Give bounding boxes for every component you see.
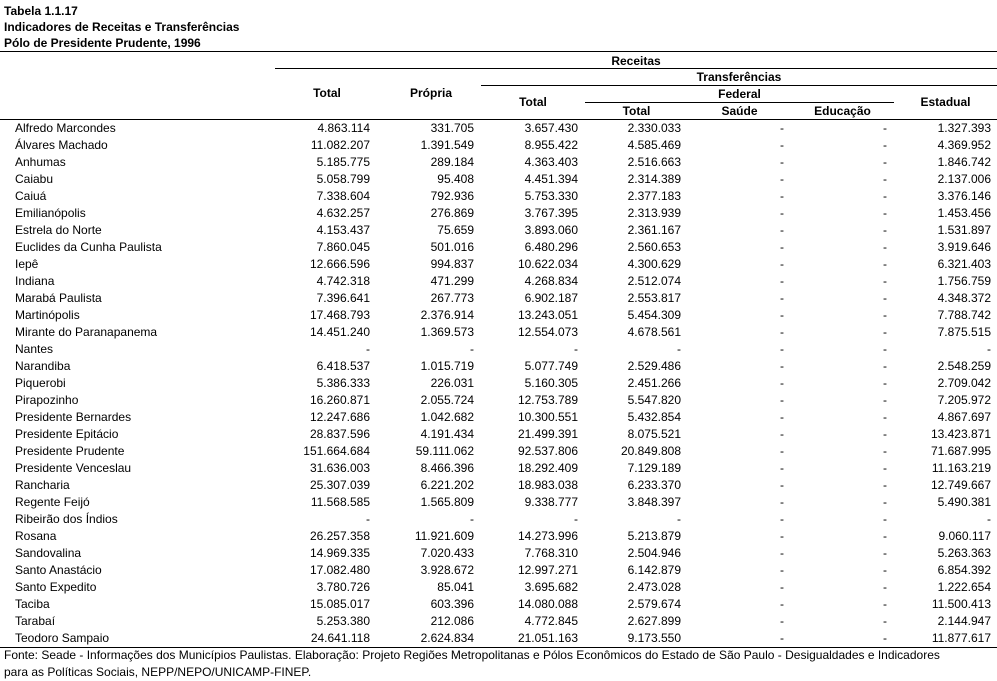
cell-educacao: - <box>883 342 887 356</box>
cell-transferencias-total: 3.767.395 <box>524 206 578 220</box>
cell-estadual: 1.453.456 <box>937 206 991 220</box>
cell-transferencias-total: 12.753.789 <box>517 393 578 407</box>
cell-federal-total: 2.553.817 <box>627 291 681 305</box>
cell-estadual: 2.709.042 <box>937 376 991 390</box>
table-title: Indicadores de Receitas e Transferências <box>4 20 240 34</box>
header-transferencias-total: Total <box>519 95 547 109</box>
cell-transferencias-total: 9.338.777 <box>524 495 578 509</box>
cell-saude: - <box>780 427 784 441</box>
cell-propria: 95.408 <box>437 172 474 186</box>
municipality-name: Teodoro Sampaio <box>15 631 110 645</box>
cell-total: 11.568.585 <box>310 495 370 509</box>
cell-saude: - <box>780 393 784 407</box>
municipality-name: Tarabaí <box>15 614 56 628</box>
cell-educacao: - <box>883 223 887 237</box>
cell-saude: - <box>780 410 784 424</box>
cell-transferencias-total: 14.080.088 <box>517 597 578 611</box>
table-row <box>0 579 997 596</box>
table-row <box>0 494 997 511</box>
cell-transferencias-total: 18.983.038 <box>517 478 578 492</box>
cell-propria: 8.466.396 <box>420 461 474 475</box>
table-row <box>0 154 997 171</box>
cell-propria: 276.869 <box>430 206 474 220</box>
cell-total: - <box>366 512 370 526</box>
cell-propria: 4.191.434 <box>420 427 474 441</box>
table-row <box>0 222 997 239</box>
cell-propria: 1.042.682 <box>420 410 474 424</box>
cell-total: 11.082.207 <box>310 138 370 152</box>
cell-educacao: - <box>883 631 887 645</box>
table-row <box>0 545 997 562</box>
cell-federal-total: 4.678.561 <box>627 325 681 339</box>
cell-educacao: - <box>883 563 887 577</box>
table-subtitle: Pólo de Presidente Prudente, 1996 <box>4 36 201 50</box>
cell-transferencias-total: 4.268.834 <box>524 274 578 288</box>
cell-federal-total: - <box>677 342 681 356</box>
cell-propria: 501.016 <box>430 240 474 254</box>
cell-propria: 85.041 <box>437 580 474 594</box>
header-federal: Federal <box>718 87 761 101</box>
cell-educacao: - <box>883 393 887 407</box>
cell-propria: 75.659 <box>437 223 474 237</box>
cell-federal-total: 2.579.674 <box>627 597 681 611</box>
cell-total: 3.780.726 <box>316 580 370 594</box>
cell-federal-total: 2.516.663 <box>627 155 681 169</box>
cell-estadual: 6.854.392 <box>937 563 991 577</box>
cell-federal-total: 2.560.653 <box>627 240 681 254</box>
cell-transferencias-total: 21.051.163 <box>517 631 578 645</box>
table-row <box>0 188 997 205</box>
cell-educacao: - <box>883 359 887 373</box>
cell-total: 12.247.686 <box>309 410 370 424</box>
cell-estadual: 2.548.259 <box>937 359 991 373</box>
cell-transferencias-total: 3.893.060 <box>524 223 578 237</box>
header-estadual: Estadual <box>920 95 971 109</box>
cell-educacao: - <box>883 121 887 135</box>
cell-propria: 1.565.809 <box>420 495 474 509</box>
table-row <box>0 443 997 460</box>
cell-federal-total: 2.473.028 <box>627 580 681 594</box>
municipality-name: Sandovalina <box>15 546 82 560</box>
cell-educacao: - <box>883 478 887 492</box>
table-row <box>0 324 997 341</box>
municipality-name: Emilianópolis <box>15 206 86 220</box>
top-rule <box>0 51 997 52</box>
cell-total: 26.257.358 <box>309 529 370 543</box>
table-row <box>0 375 997 392</box>
municipality-name: Euclides da Cunha Paulista <box>15 240 162 254</box>
municipality-name: Ribeirão dos Índios <box>15 512 118 526</box>
municipality-name: Rancharia <box>15 478 70 492</box>
cell-educacao: - <box>883 308 887 322</box>
cell-educacao: - <box>883 206 887 220</box>
cell-transferencias-total: 12.554.073 <box>517 325 578 339</box>
cell-estadual: 11.877.617 <box>931 631 991 645</box>
table-row <box>0 511 997 528</box>
cell-educacao: - <box>883 614 887 628</box>
cell-transferencias-total: 5.077.749 <box>524 359 578 373</box>
cell-total: 31.636.003 <box>309 461 370 475</box>
cell-total: 5.058.799 <box>316 172 370 186</box>
federal-rule <box>585 102 894 103</box>
cell-estadual: 1.846.742 <box>937 155 991 169</box>
cell-estadual: 4.348.372 <box>937 291 991 305</box>
cell-propria: 603.396 <box>430 597 474 611</box>
cell-transferencias-total: 13.243.051 <box>517 308 578 322</box>
cell-federal-total: 2.313.939 <box>627 206 681 220</box>
cell-educacao: - <box>883 155 887 169</box>
cell-total: 24.641.118 <box>310 631 370 645</box>
cell-federal-total: 4.585.469 <box>627 138 681 152</box>
cell-propria: 471.299 <box>430 274 474 288</box>
cell-total: 17.082.480 <box>309 563 370 577</box>
cell-transferencias-total: 14.273.996 <box>517 529 578 543</box>
cell-federal-total: 2.330.033 <box>627 121 681 135</box>
cell-saude: - <box>780 291 784 305</box>
cell-educacao: - <box>883 529 887 543</box>
cell-propria: 59.111.062 <box>415 444 474 458</box>
cell-saude: - <box>780 172 784 186</box>
cell-transferencias-total: 6.480.296 <box>524 240 578 254</box>
cell-propria: 7.020.433 <box>420 546 474 560</box>
cell-federal-total: 2.529.486 <box>627 359 681 373</box>
cell-total: 4.863.114 <box>317 121 370 135</box>
cell-total: 14.451.240 <box>309 325 370 339</box>
table-row <box>0 460 997 477</box>
cell-educacao: - <box>883 189 887 203</box>
header-propria: Própria <box>409 86 452 100</box>
cell-total: 4.153.437 <box>316 223 370 237</box>
cell-estadual: 71.687.995 <box>930 444 991 458</box>
cell-total: 15.085.017 <box>309 597 370 611</box>
cell-transferencias-total: 6.902.187 <box>524 291 578 305</box>
cell-saude: - <box>780 257 784 271</box>
cell-total: 151.664.684 <box>303 444 370 458</box>
cell-saude: - <box>780 376 784 390</box>
municipality-name: Caiuá <box>15 189 47 203</box>
cell-transferencias-total: 5.160.305 <box>524 376 578 390</box>
cell-saude: - <box>780 240 784 254</box>
municipality-name: Álvares Machado <box>15 138 108 152</box>
cell-total: - <box>366 342 370 356</box>
header-receitas: Receitas <box>611 54 661 68</box>
municipality-name: Presidente Prudente <box>15 444 125 458</box>
cell-estadual: 5.490.381 <box>937 495 991 509</box>
header-transferencias: Transferências <box>696 70 782 84</box>
cell-propria: 212.086 <box>430 614 474 628</box>
cell-transferencias-total: 92.537.806 <box>517 444 578 458</box>
cell-saude: - <box>780 461 784 475</box>
cell-educacao: - <box>883 257 887 271</box>
municipality-name: Anhumas <box>15 155 66 169</box>
cell-transferencias-total: 7.768.310 <box>524 546 578 560</box>
cell-total: 4.632.257 <box>316 206 370 220</box>
table-row <box>0 477 997 494</box>
cell-federal-total: 2.361.167 <box>627 223 681 237</box>
table-row <box>0 137 997 154</box>
municipality-name: Pirapozinho <box>15 393 79 407</box>
receitas-rule <box>275 68 997 69</box>
cell-saude: - <box>780 342 784 356</box>
cell-estadual: 1.222.654 <box>937 580 991 594</box>
cell-saude: - <box>780 444 784 458</box>
cell-federal-total: 5.213.879 <box>627 529 681 543</box>
cell-federal-total: 5.432.854 <box>627 410 681 424</box>
municipality-name: Presidente Venceslau <box>15 461 132 475</box>
cell-estadual: 7.875.515 <box>937 325 991 339</box>
cell-total: 5.253.380 <box>316 614 370 628</box>
cell-federal-total: 5.547.820 <box>627 393 681 407</box>
cell-educacao: - <box>883 580 887 594</box>
cell-saude: - <box>780 308 784 322</box>
municipality-name: Nantes <box>15 342 54 356</box>
cell-saude: - <box>780 223 784 237</box>
cell-estadual: 1.756.759 <box>937 274 991 288</box>
cell-saude: - <box>780 512 784 526</box>
cell-estadual: 11.163.219 <box>931 461 991 475</box>
table-row <box>0 120 997 137</box>
cell-educacao: - <box>883 546 887 560</box>
cell-saude: - <box>780 597 784 611</box>
cell-propria: 1.015.719 <box>420 359 474 373</box>
cell-propria: 792.936 <box>430 189 474 203</box>
cell-transferencias-total: 5.753.330 <box>524 189 578 203</box>
cell-propria: - <box>470 512 474 526</box>
municipality-name: Indiana <box>15 274 55 288</box>
cell-educacao: - <box>883 512 887 526</box>
footer-source: Fonte: Seade - Informações dos Municípios Paulistas. Elaboração: Projeto Regiões Metropolitanas e Pólos Econômicos do Estado de São Paulo - Desigualdades e Indicadores para as Políticas Sociais, NEPP/NEPO/UNICAMP-FINEP. <box>4 648 940 679</box>
cell-federal-total: 2.377.183 <box>627 189 681 203</box>
cell-saude: - <box>780 325 784 339</box>
cell-estadual: 7.205.972 <box>937 393 991 407</box>
table-row <box>0 613 997 630</box>
cell-educacao: - <box>883 427 887 441</box>
table-row <box>0 630 997 647</box>
municipality-name: Rosana <box>15 529 57 543</box>
cell-federal-total: 6.233.370 <box>627 478 681 492</box>
cell-transferencias-total: 4.772.845 <box>524 614 578 628</box>
cell-propria: 226.031 <box>430 376 474 390</box>
cell-saude: - <box>780 274 784 288</box>
table-row <box>0 528 997 545</box>
municipality-name: Taciba <box>15 597 50 611</box>
table-row <box>0 392 997 409</box>
cell-transferencias-total: 8.955.422 <box>524 138 578 152</box>
municipality-name: Narandiba <box>15 359 71 373</box>
municipality-name: Caiabu <box>15 172 54 186</box>
cell-educacao: - <box>883 410 887 424</box>
cell-saude: - <box>780 206 784 220</box>
cell-propria: 994.837 <box>430 257 474 271</box>
cell-total: 12.666.596 <box>309 257 370 271</box>
cell-federal-total: 5.454.309 <box>627 308 681 322</box>
cell-transferencias-total: 4.363.403 <box>524 155 578 169</box>
cell-propria: 2.376.914 <box>420 308 474 322</box>
cell-saude: - <box>780 478 784 492</box>
municipality-name: Santo Anastácio <box>15 563 102 577</box>
cell-federal-total: - <box>677 512 681 526</box>
cell-total: 28.837.596 <box>309 427 370 441</box>
cell-federal-total: 2.314.389 <box>627 172 681 186</box>
cell-saude: - <box>780 138 784 152</box>
cell-estadual: 6.321.403 <box>937 257 991 271</box>
municipality-name: Iepê <box>15 257 39 271</box>
cell-federal-total: 20.849.808 <box>620 444 681 458</box>
table-row <box>0 596 997 613</box>
cell-saude: - <box>780 580 784 594</box>
table-row <box>0 341 997 358</box>
cell-estadual: 11.500.413 <box>931 597 991 611</box>
cell-total: 4.742.318 <box>316 274 370 288</box>
municipality-name: Martinópolis <box>15 308 80 322</box>
cell-estadual: - <box>987 512 991 526</box>
table-row <box>0 358 997 375</box>
cell-propria: 2.055.724 <box>420 393 474 407</box>
municipality-name: Piquerobi <box>15 376 66 390</box>
cell-estadual: 4.369.952 <box>937 138 991 152</box>
table-row <box>0 290 997 307</box>
cell-federal-total: 9.173.550 <box>627 631 681 645</box>
cell-educacao: - <box>883 461 887 475</box>
cell-federal-total: 7.129.189 <box>627 461 681 475</box>
table-row <box>0 426 997 443</box>
cell-total: 14.969.335 <box>309 546 370 560</box>
municipality-name: Alfredo Marcondes <box>15 121 116 135</box>
cell-estadual: 4.867.697 <box>937 410 991 424</box>
table-row <box>0 562 997 579</box>
cell-educacao: - <box>883 138 887 152</box>
cell-propria: 3.928.672 <box>420 563 474 577</box>
cell-saude: - <box>780 495 784 509</box>
cell-federal-total: 2.451.266 <box>627 376 681 390</box>
cell-saude: - <box>780 631 784 645</box>
cell-saude: - <box>780 614 784 628</box>
cell-federal-total: 2.504.946 <box>627 546 681 560</box>
cell-federal-total: 4.300.629 <box>627 257 681 271</box>
cell-transferencias-total: 4.451.394 <box>524 172 578 186</box>
cell-estadual: 2.137.006 <box>937 172 991 186</box>
cell-propria: 1.391.549 <box>420 138 474 152</box>
cell-total: 7.860.045 <box>316 240 370 254</box>
cell-propria: 331.705 <box>430 121 474 135</box>
table-row <box>0 256 997 273</box>
municipality-name: Presidente Bernardes <box>15 410 132 424</box>
cell-total: 7.338.604 <box>316 189 370 203</box>
municipality-name: Regente Feijó <box>15 495 90 509</box>
cell-transferencias-total: 18.292.409 <box>517 461 578 475</box>
header-total: Total <box>313 86 341 100</box>
cell-propria: 6.221.202 <box>420 478 474 492</box>
cell-transferencias-total: - <box>574 342 578 356</box>
cell-federal-total: 2.512.074 <box>627 274 681 288</box>
cell-educacao: - <box>883 274 887 288</box>
cell-educacao: - <box>883 172 887 186</box>
cell-saude: - <box>780 359 784 373</box>
cell-total: 5.185.775 <box>316 155 370 169</box>
table-row <box>0 307 997 324</box>
cell-propria: 2.624.834 <box>420 631 474 645</box>
table-number: Tabela 1.1.17 <box>4 4 78 18</box>
table-row <box>0 273 997 290</box>
table-row <box>0 409 997 426</box>
municipality-name: Mirante do Paranapanema <box>15 325 158 339</box>
cell-estadual: 9.060.117 <box>938 529 991 543</box>
cell-estadual: - <box>987 342 991 356</box>
cell-total: 25.307.039 <box>309 478 370 492</box>
cell-propria: 289.184 <box>430 155 474 169</box>
cell-total: 5.386.333 <box>316 376 370 390</box>
cell-propria: 11.921.609 <box>414 529 474 543</box>
cell-total: 17.468.793 <box>309 308 370 322</box>
cell-saude: - <box>780 546 784 560</box>
municipality-name: Santo Expedito <box>15 580 97 594</box>
cell-saude: - <box>780 155 784 169</box>
cell-educacao: - <box>883 495 887 509</box>
cell-transferencias-total: - <box>574 512 578 526</box>
cell-estadual: 1.531.897 <box>937 223 991 237</box>
table-row <box>0 205 997 222</box>
cell-propria: 1.369.573 <box>420 325 474 339</box>
cell-estadual: 12.749.667 <box>930 478 991 492</box>
cell-saude: - <box>780 189 784 203</box>
cell-federal-total: 2.627.899 <box>627 614 681 628</box>
cell-propria: - <box>470 342 474 356</box>
cell-transferencias-total: 3.657.430 <box>524 121 578 135</box>
cell-saude: - <box>780 529 784 543</box>
cell-transferencias-total: 10.300.551 <box>517 410 578 424</box>
cell-educacao: - <box>883 376 887 390</box>
cell-educacao: - <box>883 325 887 339</box>
cell-educacao: - <box>883 597 887 611</box>
cell-estadual: 7.788.742 <box>937 308 991 322</box>
cell-saude: - <box>780 121 784 135</box>
cell-estadual: 1.327.393 <box>937 121 991 135</box>
cell-estadual: 3.919.646 <box>937 240 991 254</box>
table-row <box>0 171 997 188</box>
cell-transferencias-total: 21.499.391 <box>517 427 578 441</box>
cell-transferencias-total: 3.695.682 <box>524 580 578 594</box>
cell-transferencias-total: 10.622.034 <box>517 257 578 271</box>
cell-propria: 267.773 <box>430 291 474 305</box>
cell-educacao: - <box>883 444 887 458</box>
cell-total: 6.418.537 <box>316 359 370 373</box>
header-saude: Saúde <box>721 104 758 118</box>
cell-estadual: 5.263.363 <box>937 546 991 560</box>
municipality-name: Estrela do Norte <box>15 223 102 237</box>
header-federal-total: Total <box>622 104 651 118</box>
cell-estadual: 3.376.146 <box>937 189 991 203</box>
cell-estadual: 2.144.947 <box>937 614 991 628</box>
table-titles <box>4 3 239 51</box>
municipality-name: Marabá Paulista <box>15 291 102 305</box>
cell-total: 16.260.871 <box>309 393 370 407</box>
cell-transferencias-total: 12.997.271 <box>517 563 578 577</box>
table-row <box>0 239 997 256</box>
cell-saude: - <box>780 563 784 577</box>
table-body <box>0 120 997 647</box>
transferencias-rule <box>481 85 997 86</box>
cell-federal-total: 3.848.397 <box>627 495 681 509</box>
cell-estadual: 13.423.871 <box>930 427 991 441</box>
cell-total: 7.396.641 <box>316 291 370 305</box>
municipality-name: Presidente Epitácio <box>15 427 119 441</box>
cell-federal-total: 8.075.521 <box>627 427 681 441</box>
cell-federal-total: 6.142.879 <box>627 563 681 577</box>
header-educacao: Educação <box>814 104 871 118</box>
cell-educacao: - <box>883 291 887 305</box>
cell-educacao: - <box>883 240 887 254</box>
